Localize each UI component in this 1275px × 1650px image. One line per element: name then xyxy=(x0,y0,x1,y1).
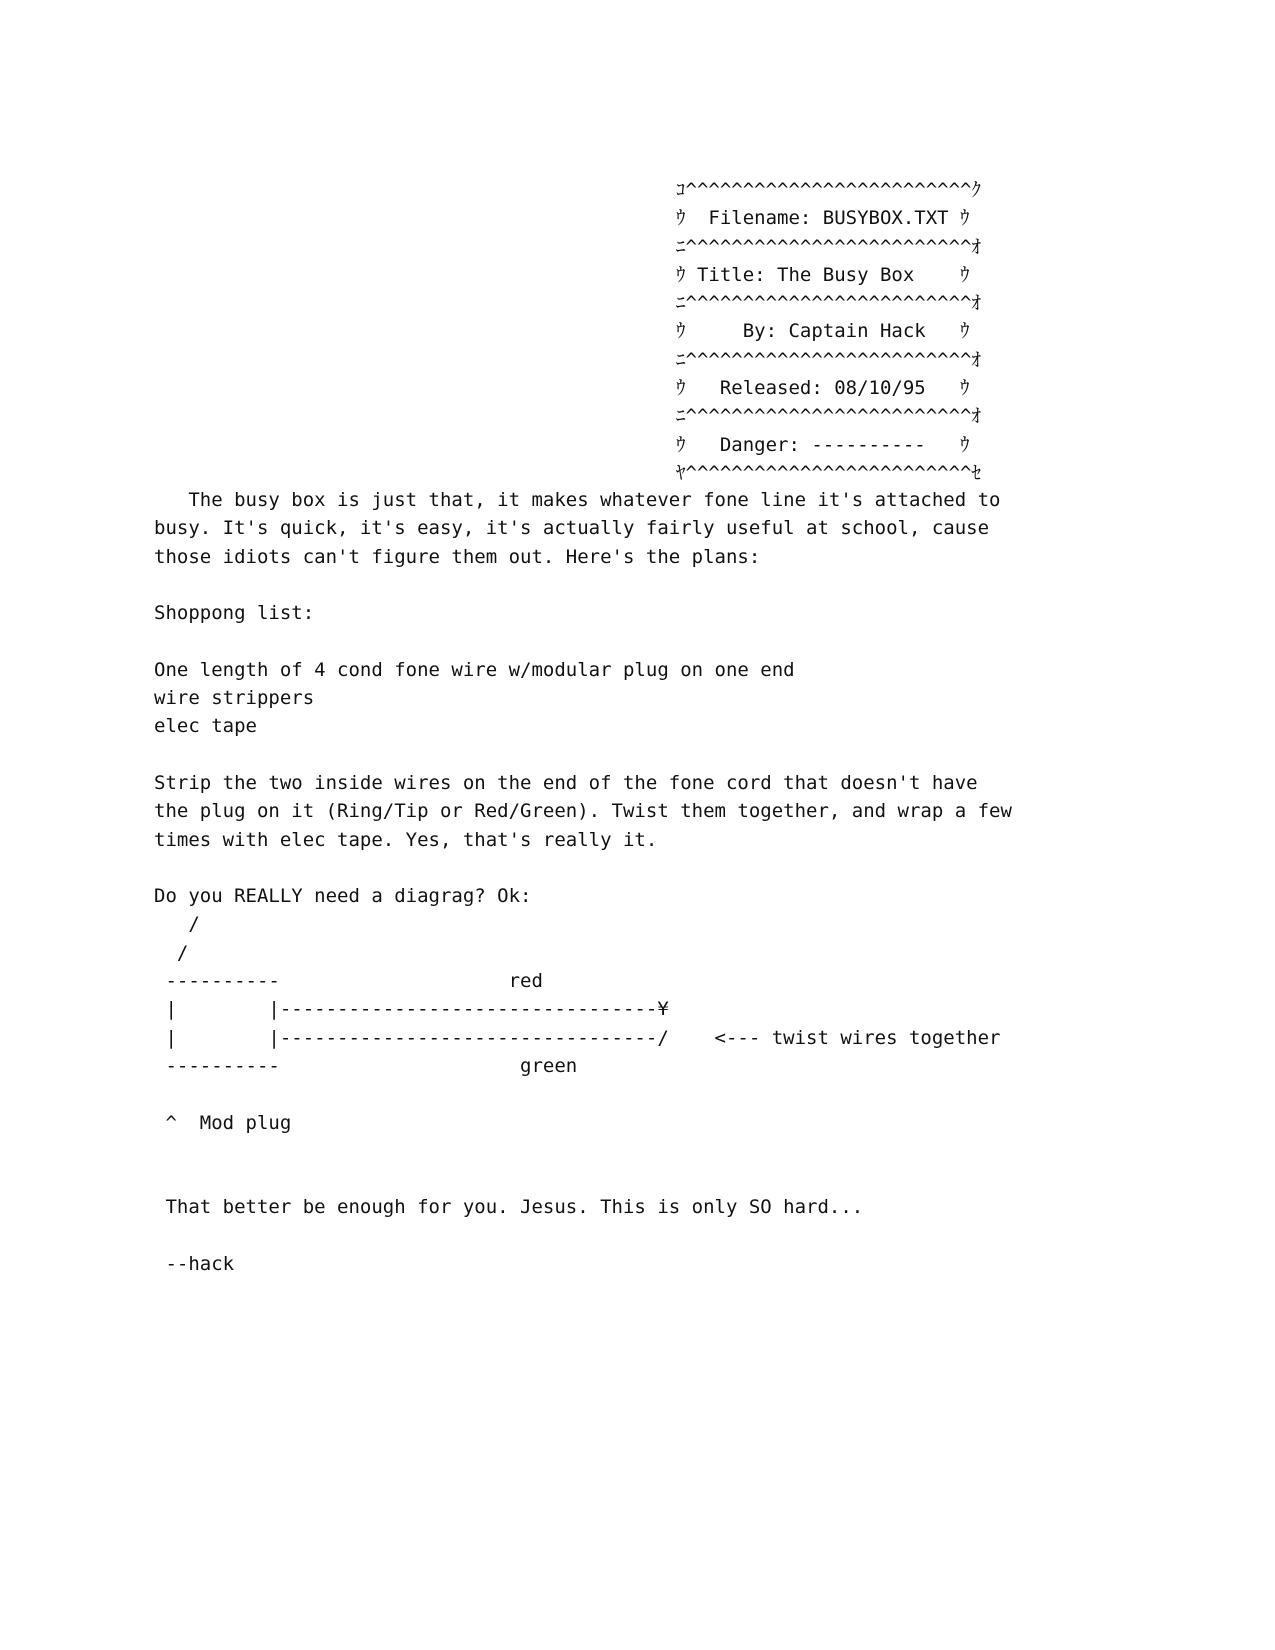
file-header-box: ｺ^^^^^^^^^^^^^^^^^^^^^^^^^ｸ ｳ Filename: BUSYBOX.TXT ｳ ﾆ^^^^^^^^^^^^^^^^^^^^^^^^^ｵ ｳ Title: The Busy Box ｳ ﾆ^^^^^^^^^^^^^^^^^^^^^^^^^ｵ ｳ By: Captain Hack ｳ ﾆ^^^^^^^^^^^^^^^^^^^^^^^^^ｵ ｳ Released: 08/10/95 ｳ ﾆ^^^^^^^^^^^^^^^^^^^^^^^^^ｵ ｳ Danger: ---------- ｳ ﾔ^^^^^^^^^^^^^^^^^^^^^^^^^ｾ xyxy=(676,179,981,484)
document-body: The busy box is just that, it makes whatever fone line it's attached to busy. It's quick, it's easy, it's actually fairly useful at school, cause those idiots can't figure them out. Here's the plans: Shoppong list: One length of 4 cond fone wire w/modular plug on one end wire strippers elec tape Strip the two inside wires on the end of the fone cord that doesn't have the plug on it (Ring/Tip or Red/Green). Twist them together, and wrap a few times with elec tape. Yes, that's really it. Do you REALLY need a diagrag? Ok: / / ---------- red | |---------------------------------¥ | |---------------------------------/ <--- twist wires together ---------- green ^ Mod plug That better be enough for you. Jesus. This is only SO hard... --hack xyxy=(154,489,1012,1276)
